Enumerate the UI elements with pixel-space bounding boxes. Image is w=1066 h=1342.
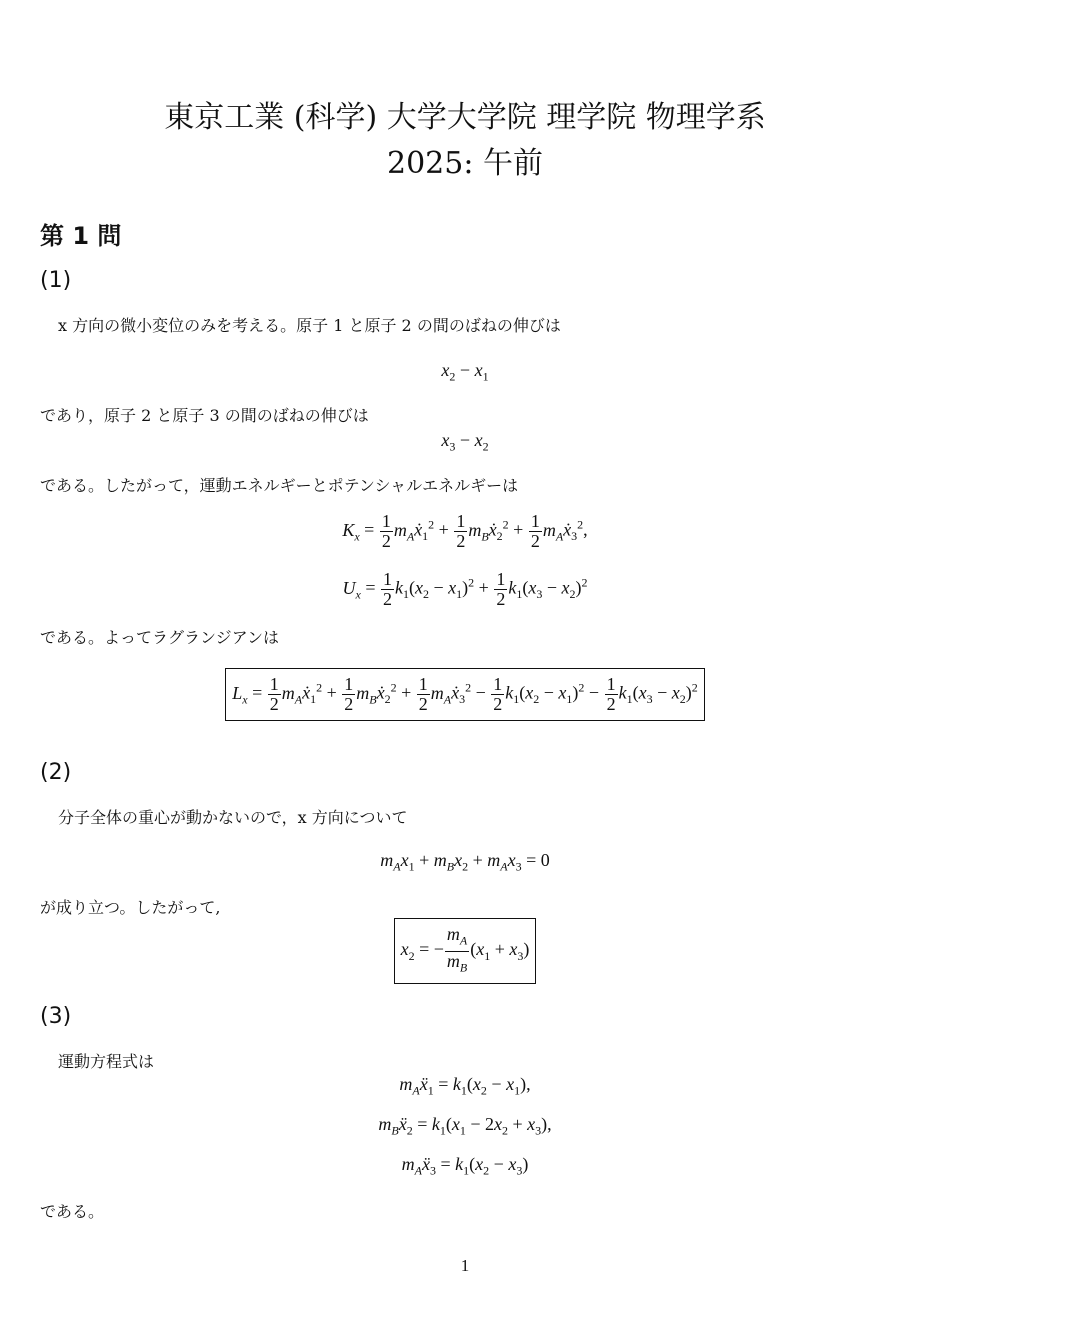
equation-kinetic-energy: $K_x$ = $\frac{1}{2}$ $m_Aẋ_1^2$ + $\frac{1}{2}$ $m_Bẋ_2^2$ + $\frac{1}{2}$ $m_Aẋ_3^2$, <box>342 511 588 551</box>
document-subtitle: 2025: 午前 <box>387 146 543 181</box>
part-2-text-2: が成り立つ。したがって, <box>40 898 221 917</box>
equation-motion-1: $m_Aẍ_1 = k_1(x_2 - x_1)$, <box>399 1074 531 1098</box>
equation-x2-solution-boxed: $x_2$ = − $\frac{m_A}{m_B}$ $(x_1 + x_3)$ <box>0 918 930 984</box>
part-2-label: (2) <box>40 760 72 785</box>
equation-center-of-mass: $m_Ax_1 + m_Bx_2 + m_Ax_3 = 0$ <box>380 850 550 874</box>
equation-x2-minus-x1: $x_2 - x_1$ <box>441 360 489 384</box>
part-2-intro: 分子全体の重心が動かないので，x 方向について <box>58 808 408 827</box>
page-number: 1 <box>460 1256 470 1275</box>
part-3-intro: 運動方程式は <box>58 1052 155 1071</box>
part-1-text-2: であり，原子 2 と原子 3 の間のばねの伸びは <box>40 406 369 425</box>
equation-x3-minus-x2: $x_3 - x_2$ <box>441 430 489 454</box>
part-1-text-3: である。したがって，運動エネルギーとポテンシャルエネルギーは <box>40 476 519 495</box>
part-1-label: (1) <box>40 268 72 293</box>
equation-motion-3: $m_Aẍ_3 = k_1(x_2 - x_3)$ <box>401 1154 529 1178</box>
equation-motion-2: $m_Bẍ_2 = k_1(x_1 - 2x_2 + x_3)$, <box>378 1114 552 1138</box>
part-1-intro: x 方向の微小変位のみを考える。原子 1 と原子 2 の間のばねの伸びは <box>58 316 561 335</box>
part-3-label: (3) <box>40 1004 72 1029</box>
part-1-text-4: である。よってラグランジアンは <box>40 628 279 647</box>
equation-lagrangian-boxed: $L_x$ = $\frac{1}{2}$ $m_Aẋ_1^2$ + $\frac{1}{2}$ $m_Bẋ_2^2$ + $\frac{1}{2}$ $m_Aẋ_3^2$ − $\frac{1}{2}$ $k_1(x_2 - x_1)^2$ − $\frac{1}{2}$ $k_1(x_3 - x_2)^2$ <box>0 668 930 721</box>
document-title: 東京工業 (科学) 大学大学院 理学院 物理学系 <box>164 100 766 135</box>
equation-potential-energy: $U_x$ = $\frac{1}{2}$ $k_1(x_2 - x_1)^2$ + $\frac{1}{2}$ $k_1(x_3 - x_2)^2$ <box>342 569 588 609</box>
part-3-outro: である。 <box>40 1202 105 1221</box>
problem-heading: 第 1 問 <box>40 222 122 250</box>
